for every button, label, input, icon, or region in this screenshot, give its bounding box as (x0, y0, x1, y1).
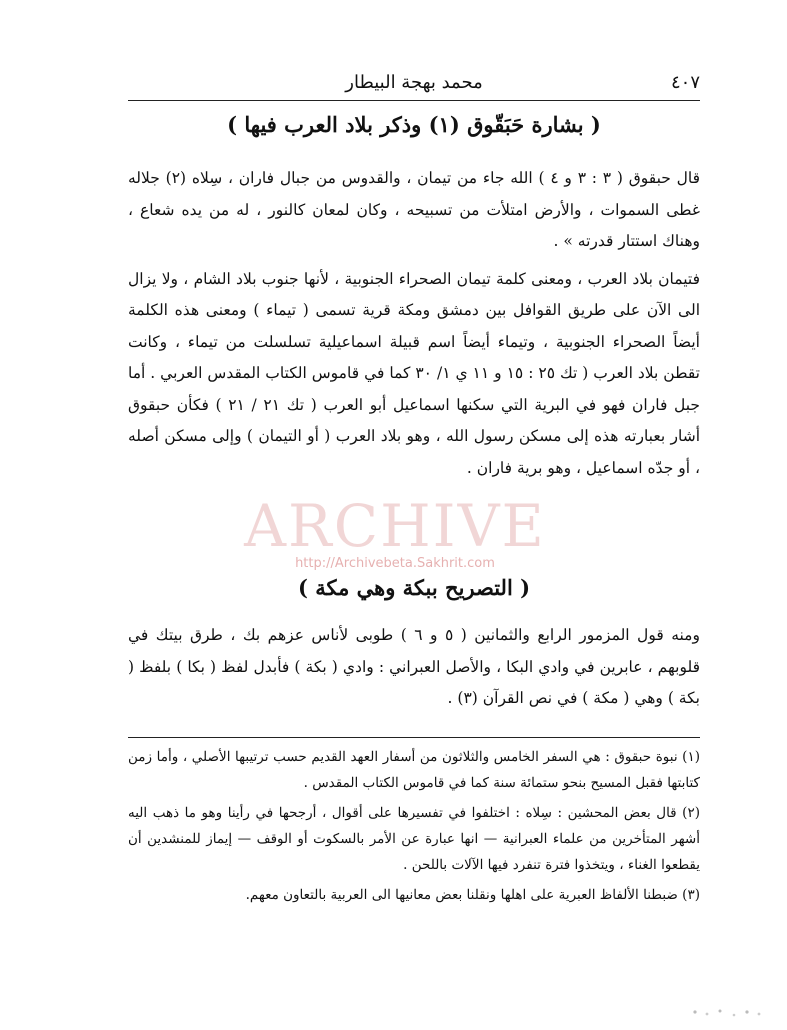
footnote-1: (١) نبوة حبقوق : هي السفر الخامس والثلاثون من أسفار العهد القديم حسب ترتيبها الأصلي ، وأما زمن كتابتها فقبل المسيح بنحو ستمائة سنة كما في قاموس الكتاب المقدس . (128, 749, 700, 791)
paragraph: ومنه قول المزمور الرابع والثمانين ( ٥ و ٦ ) طوبى لأناس عزهم بك ، طرق بيتك في قلوبهم ، عابرين في وادي البكا ، والأصل العبراني : وادي ( بكة ) فأبدل لفظ ( بكا ) بلفظ ( بكة ) وهي ( مكة ) في نص القرآن (٣) . (128, 626, 700, 707)
section-body-habakkuk (128, 163, 700, 484)
footnotes (128, 744, 700, 908)
paragraph: فتيمان بلاد العرب ، ومعنى كلمة تيمان الصحراء الجنوبية ، لأنها جنوب بلاد الشام ، ولا يزال الى الآن على طريق القوافل بين دمشق ومكة قرية تسمى ( تيماء ) ومعنى هذه الكلمة أيضاً الصحراء الجنوبية ، وتيماء أيضاً اسم قبيلة اسماعيلية تسلسلت من تيماء ، وكانت تقطن بلاد العرب ( تك ٢٥ : ١٥ و ١١ ي ١/ ٣٠ كما في قاموس الكتاب المقدس العربي . أما جبل فاران فهو في البرية التي سكنها اسماعيل أبو العرب ( تك ٢١ / ٢١ ) فكأن حبقوق أشار بعبارته هذه إلى مسكن رسول الله ، وهو بلاد العرب ( أو التيمان ) وإلى مسكن أصله ، أو جدّه اسماعيل ، وهو برية فاران . (128, 269, 701, 477)
watermark-logo: ARCHIVE (244, 492, 546, 560)
footnote-2: (٢) قال بعض المحشين : سِلاه : اختلفوا في تفسيرها على أقوال ، أرجحها في رأينا وهو ما ذهب اليه أشهر المتأخرين من علماء العبرانية — انها عبارة عن الأمر بالسكوت أو الوقف — إيماز للمنشدين أن يقطعوا الغناء ، ويتخذوا فترة تنفرد فيها الآلات باللحن . (128, 805, 700, 873)
running-header (128, 70, 700, 101)
section-title-bakka: ( التصريح ببكة وهي مكة ) (297, 575, 531, 600)
footnote-separator (128, 737, 700, 738)
footnote-3: (٣) ضبطنا الألفاظ العبرية على اهلها ونقلنا بعض معانيها الى العربية بالتعاون معهم. (245, 887, 700, 903)
watermark-url: http://Archivebeta.Sakhrit.com (295, 556, 495, 571)
section-title-habakkuk: ( بشارة حَبَقّوق (١) وذكر بلاد العرب فيها ) (227, 112, 601, 137)
running-title: محمد بهجة البيطار (345, 72, 483, 93)
section-body-bakka (128, 620, 700, 715)
paragraph: قال حبقوق ( ٣ : ٣ و ٤ ) الله جاء من تيمان ، والقدوس من جبال فاران ، سِلاه (٢) جلاله غطى السموات ، والأرض امتلأت من تسبيحه ، وكان لمعان كالنور ، له من يده شعاع ، وهناك استتار قدرته » . (128, 169, 701, 250)
archive-watermark (230, 492, 560, 586)
corner-dots-decoration (685, 1004, 765, 1020)
page-number: ٤٠٧ (670, 72, 700, 93)
